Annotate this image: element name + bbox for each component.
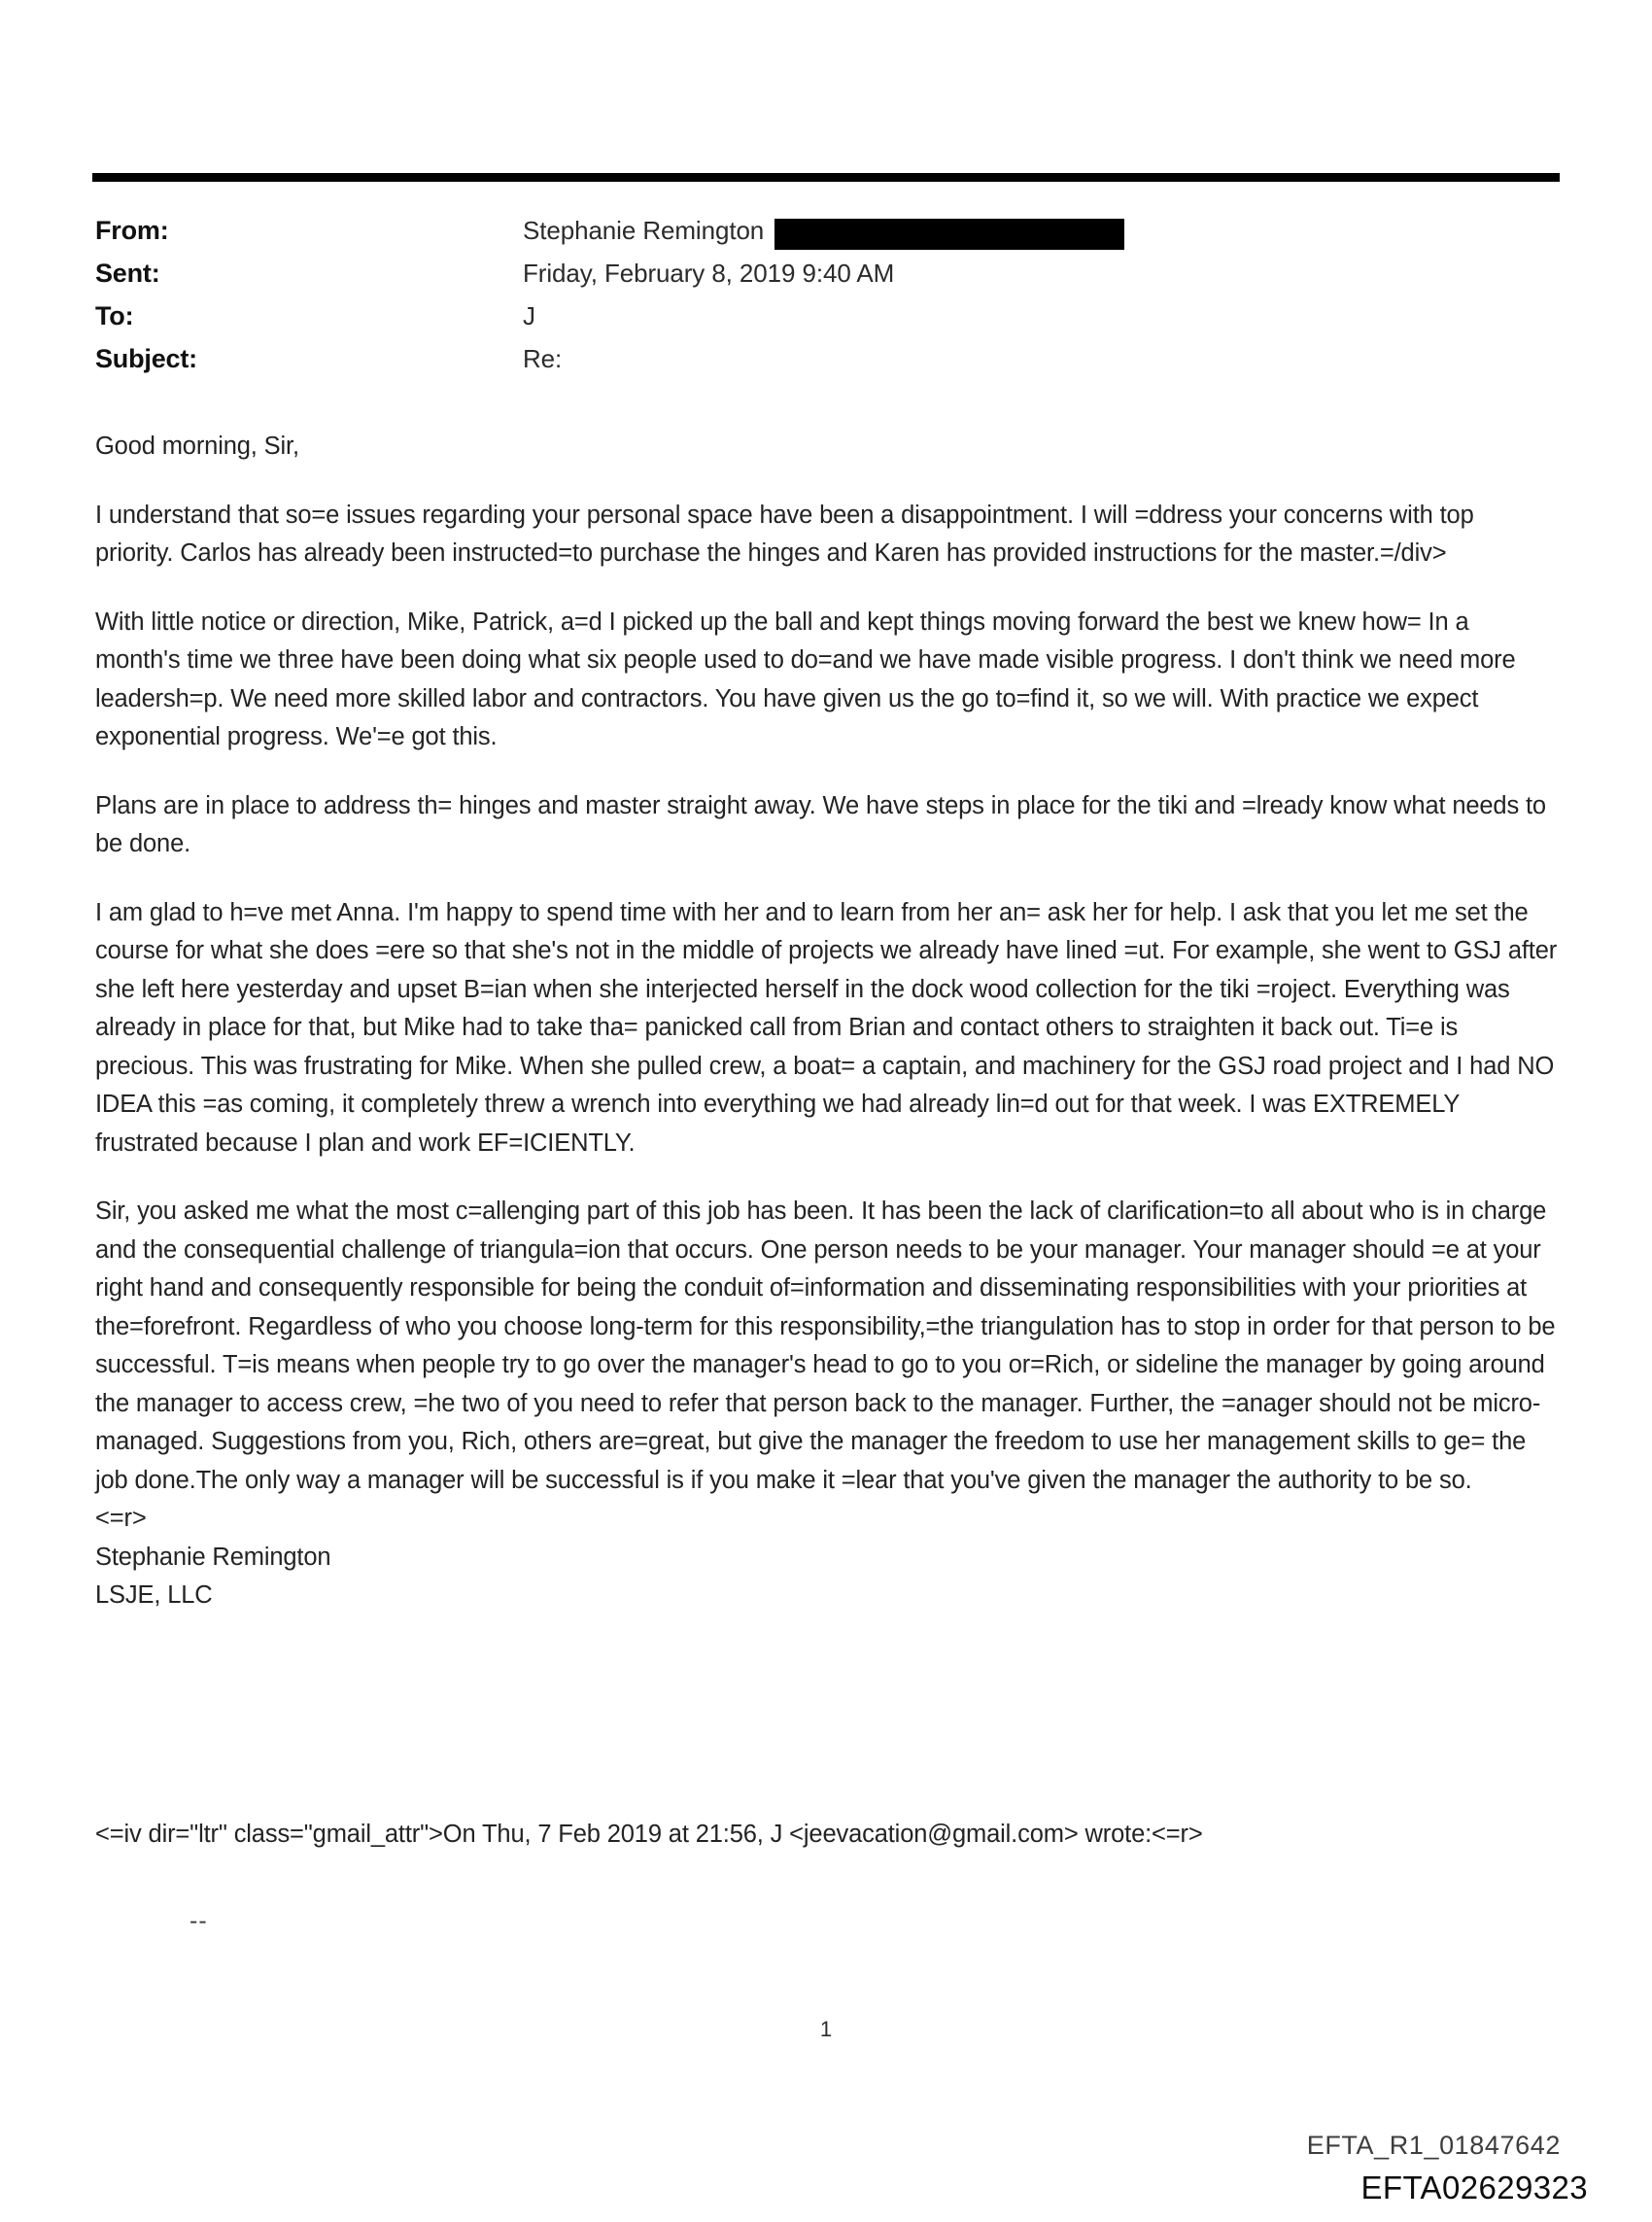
email-header-block (95, 216, 1456, 387)
body-paragraph-2: With little notice or direction, Mike, Patrick, a=d I picked up the ball and kept things moving forward the best we knew how= In a month's time we three have been doing what six people used to do=and we have made visible progress. I don't think we need more leadersh=p. We need more skilled labor and contractors. You have given us the go to=find it, so we will. With practice we expect exponential progress. We'=e got this. (95, 608, 1516, 750)
page-number: 1 (819, 2017, 833, 2041)
quoted-reply-attribution: <=iv dir="ltr" class="gmail_attr">On Thu, 7 Feb 2019 at 21:56, J <jeevacation@gmail.com> wrote:<=r> (95, 1821, 1203, 1848)
header-rule (92, 173, 1560, 182)
bates-number-stamp: EFTA02629323 (1360, 2170, 1588, 2205)
header-label-sent: Sent: (95, 259, 160, 288)
header-value-from (523, 216, 1456, 248)
email-body (95, 428, 1558, 1615)
signature-name: Stephanie Remington (95, 1543, 331, 1571)
body-paragraph-3: Plans are in place to address th= hinges and master straight away. We have steps in place for the tiki and =lready know what needs to be done. (95, 791, 1546, 857)
header-value-subject: Re: (523, 344, 563, 373)
signature-line-break-tag: <=r> (95, 1505, 147, 1532)
body-paragraph-4: I am glad to h=ve met Anna. I'm happy to spend time with her and to learn from her an= ask her for help. I ask that you let me set the course for what she does =ere so that she's not in the middle of projects we already have lined =ut. For example, she went to GSJ after she left here yesterday and upset B=ian when she interjected herself in the dock wood collection for the tiki =roject. Everything was already in place for that, but Mike had to take tha= panicked call from Brian and contact others to straighten it back out. Ti=e is precious. This was frustrating for Mike. When she pulled crew, a boat= a captain, and machinery for the GSJ road project and I had NO IDEA this =as coming, it completely threw a wrench into everything we had already lin=d out for that week. I was EXTREMELY frustrated because I plan and work EF=ICIENTLY. (95, 898, 1558, 1157)
header-value-to: J (523, 301, 535, 330)
header-row-to (95, 301, 1456, 344)
body-paragraph-1: I understand that so=e issues regarding your personal space have been a disappointment. I will =ddress your concerns with top priority. Carlos has already been instructed=to purchase the hinges and Karen has provided instructions for the master.=/div> (95, 501, 1474, 567)
header-row-from (95, 216, 1456, 259)
header-row-sent (95, 259, 1456, 301)
body-paragraph-5: Sir, you asked me what the most c=allenging part of this job has been. It has been the lack of clarification=to all about who is in charge and the consequential challenge of triangula=ion that occurs. One person needs to be your manager. Your manager should =e at your right hand and consequently responsible for being the conduit of=information and disseminating responsibilities with your priorities at the=forefront. Regardless of who you choose long-term for this responsibility,=the triangulation has to stop in order for that person to be successful. T=is means when people try to go over the manager's head to go to you or=Rich, or sideline the manager by going around the manager to access crew, =he two of you need to refer that person back to the manager. Further, the =anager should not be micro-managed. Suggestions from you, Rich, others are=great, but give the manager the freedom to use her management skills to ge= the job done.The only way a manager will be successful is if you make it =lear that you've given the manager the authority to be so. (95, 1198, 1556, 1494)
signature-company: LSJE, LLC (95, 1581, 213, 1609)
bates-number-production: EFTA_R1_01847642 (1306, 2131, 1561, 2160)
header-row-subject (95, 344, 1456, 387)
from-value-text: Stephanie Remington (523, 216, 772, 245)
header-label-subject: Subject: (95, 344, 197, 373)
body-greeting: Good morning, Sir, (95, 433, 299, 460)
trailing-dashes: -- (189, 1907, 208, 1934)
header-label-from: From: (95, 216, 169, 245)
redaction-bar-from (774, 219, 1124, 250)
header-label-to: To: (95, 301, 134, 330)
header-value-sent: Friday, February 8, 2019 9:40 AM (523, 259, 895, 288)
